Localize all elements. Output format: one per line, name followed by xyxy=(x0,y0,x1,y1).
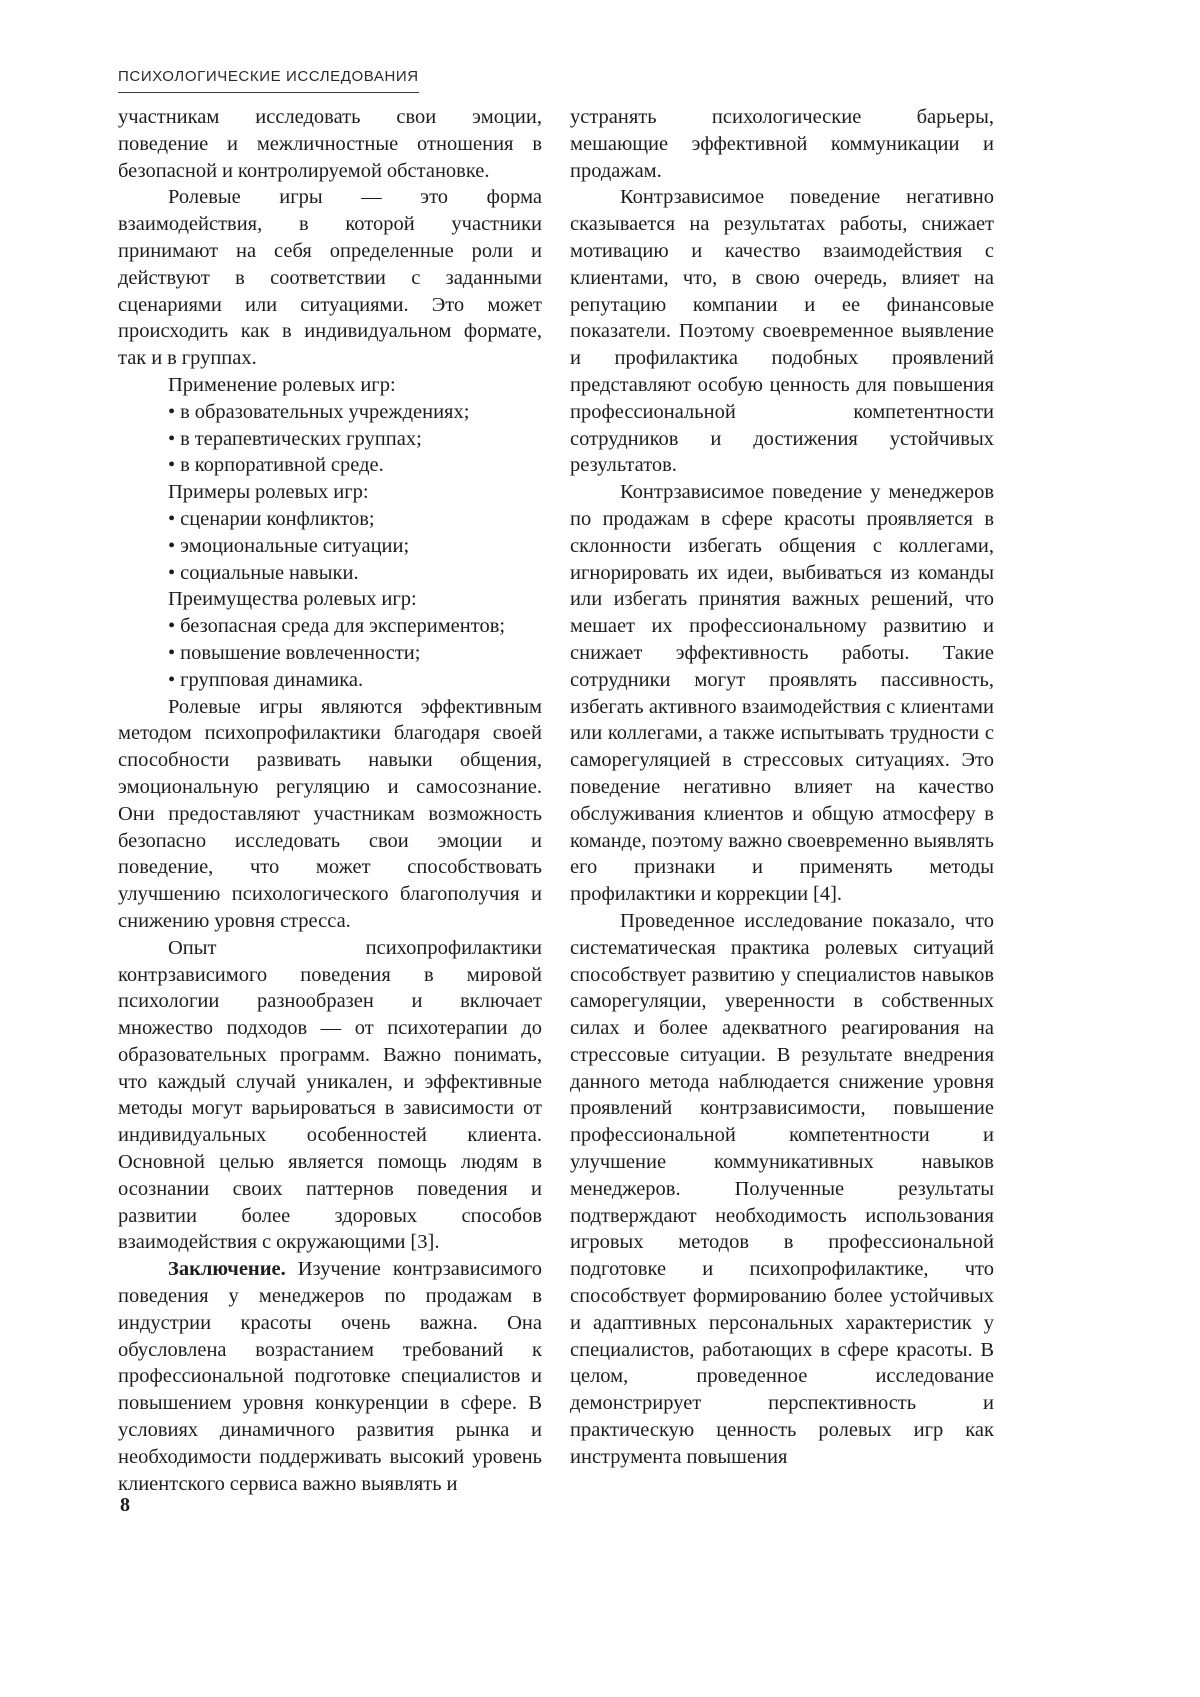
paragraph: Проведенное исследование показало, что систематическая практика ролевых ситуаций способствует развитию у специалистов навыков саморегуляции, уверенности в собственных силах и более адекватного реагирования на стрессовые ситуации. В результате внедрения данного метода наблюдается снижение уровня проявлений контрзависимости, повышение профессиональной компетентности и улучшение коммуникативных навыков менеджеров. Полученные результаты подтверждают необходимость использования игровых методов в профессиональной подготовке и психопрофилактике, что способствует формированию более устойчивых и адаптивных персональных характеристик у специалистов, работающих в сфере красоты. В целом, проведенное исследование демонстрирует перспективность и практическую ценность ролевых игр как инструмента повышения xyxy=(570,909,994,1468)
paragraph: Примеры ролевых игр: xyxy=(168,481,369,504)
running-header xyxy=(118,68,419,93)
list-item: • повышение вовлеченности; xyxy=(168,641,421,664)
page-number: 8 xyxy=(120,1494,130,1516)
paragraph: Ролевые игры являются эффективным методом психопрофилактики благодаря своей способности развивать навыки общения, эмоциональную регуляцию и самосознание. Они предоставляют участникам возможность безопасно исследовать свои эмоции и поведение, что может способствовать улучшению психологического благополучия и снижению уровня стресса. xyxy=(118,695,542,932)
list-item: • сценарии конфликтов; xyxy=(168,507,375,530)
paragraph: Контрзависимое поведение негативно сказывается на результатах работы, снижает мотивацию и качество взаимодействия с клиентами, что, в свою очередь, влияет на репутацию компании и ее финансовые показатели. Поэтому своевременное выявление и профилактика подобных проявлений представляют особую ценность для повышения профессиональной компетентности сотрудников и достижения устойчивых результатов. xyxy=(570,186,994,477)
list-item: • в образовательных учреждениях; xyxy=(168,400,470,423)
paragraph: устранять психологические барьеры, мешающие эффективной коммуникации и продажам. xyxy=(570,106,994,182)
paragraph: Контрзависимое поведение у менеджеров по продажам в сфере красоты проявляется в склонности избегать общения с коллегами, игнорировать их идеи, выбиваться из команды или избегать принятия важных решений, что мешает их профессиональному развитию и снижает эффективность работы. Такие сотрудники могут проявлять пассивность, избегать активного взаимодействия с клиентами или коллегами, а также испытывать трудности с саморегуляцией в стрессовых ситуациях. Это поведение негативно влияет на качество обслуживания клиентов и общую атмосферу в команде, поэтому важно своевременно выявлять его признаки и применять методы профилактики и коррекции [4]. xyxy=(570,481,994,906)
paragraph: Ролевые игры — это форма взаимодействия, в которой участники принимают на себя определенные роли и действуют в соответствии с заданными сценариями или ситуациями. Это может происходить как в индивидуальном формате, так и в группах. xyxy=(118,186,542,370)
list-item: • групповая динамика. xyxy=(168,668,364,691)
left-column xyxy=(118,104,542,1497)
paragraph: Опыт психопрофилактики контрзависимого поведения в мировой психологии разнообразен и включает множество подходов — от психотерапии до образовательных программ. Важно понимать, что каждый случай уникален, и эффективные методы могут варьироваться в зависимости от индивидуальных особенностей клиента. Основной целью является помощь людям в осознании своих паттернов поведения и развитии более здоровых способов взаимодействия с окружающими [3]. xyxy=(118,936,542,1254)
paragraph xyxy=(118,1256,542,1497)
running-header-title: ПСИХОЛОГИЧЕСКИЕ ИССЛЕДОВАНИЯ xyxy=(118,68,419,93)
paragraph-lead: Заключение. xyxy=(168,1258,286,1281)
right-column xyxy=(570,104,994,1497)
article-body xyxy=(118,104,994,1497)
list-item: • безопасная среда для экспериментов; xyxy=(168,615,506,638)
paragraph: Применение ролевых игр: xyxy=(168,373,396,396)
paragraph-text: Изучение контрзависимого поведения у менеджеров по продажам в индустрии красоты очень важна. Она обусловлена возрастанием требований к профессиональной подготовке специалистов и повышением уровня конкуренции в сфере. В условиях динамичного развития рынка и необходимости поддерживать высокий уровень клиентского сервиса важно выявлять и xyxy=(118,1258,542,1495)
list-item: • эмоциональные ситуации; xyxy=(168,534,410,557)
list-item: • социальные навыки. xyxy=(168,561,359,584)
paragraph: Преимущества ролевых игр: xyxy=(168,588,417,611)
list-item: • в терапевтических группах; xyxy=(168,427,422,450)
list-item: • в корпоративной среде. xyxy=(168,454,384,477)
paragraph: участникам исследовать свои эмоции, поведение и межличностные отношения в безопасной и контролируемой обстановке. xyxy=(118,106,542,182)
